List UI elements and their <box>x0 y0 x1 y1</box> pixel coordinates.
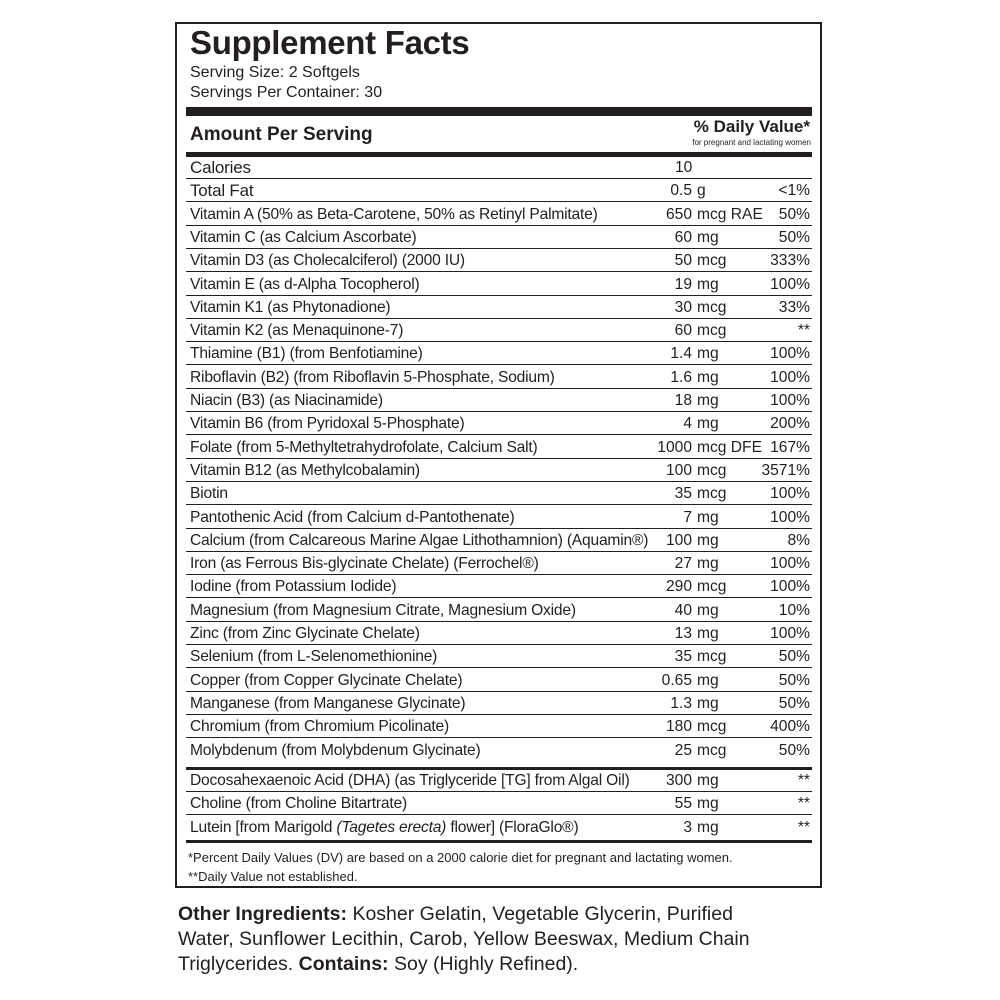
nutrient-amount: 0.5 <box>670 182 692 200</box>
servings-per-container: Servings Per Container: 30 <box>190 84 383 101</box>
nutrient-name: Vitamin K2 (as Menaquinone-7) <box>190 322 404 340</box>
nutrient-name-part: flower] (FloraGlo®) <box>446 818 579 836</box>
nutrient-amount: 10 <box>675 159 693 176</box>
nutrient-name: Iodine (from Potassium Iodide) <box>190 578 397 596</box>
nutrient-unit: mcg <box>697 741 727 759</box>
nutrient-amount: 100 <box>665 531 692 549</box>
nutrient-row <box>186 459 812 482</box>
nutrient-name: Folate (from 5-Methyltetrahydrofolate, Calcium Salt) <box>190 438 538 456</box>
nutrient-unit: mg <box>697 671 719 689</box>
nutrient-name: Niacin (B3) (as Niacinamide) <box>190 392 383 409</box>
nutrient-row <box>186 436 812 459</box>
panel-title: Supplement Facts <box>190 24 470 61</box>
daily-value-note: for pregnant and lactating women <box>692 138 811 147</box>
nutrient-name-part: Lutein [from Marigold <box>190 818 337 836</box>
footnote-dv-not-established: **Daily Value not established. <box>188 869 358 884</box>
contains-label: Contains: <box>298 953 389 975</box>
nutrient-amount: 4 <box>683 415 692 433</box>
nutrient-unit: mg <box>697 345 719 363</box>
nutrient-unit: mcg <box>697 578 727 596</box>
nutrient-unit: mg <box>697 508 719 526</box>
nutrient-amount: 35 <box>674 648 692 666</box>
thick-divider-top <box>186 107 812 116</box>
nutrient-name <box>190 819 578 837</box>
serving-size: Serving Size: 2 Softgels <box>190 64 360 81</box>
nutrient-unit: g <box>697 182 706 200</box>
nutrient-unit: mcg <box>697 298 727 316</box>
nutrient-row <box>186 599 812 622</box>
nutrient-daily-value: 50% <box>778 741 810 759</box>
nutrient-row <box>186 715 812 738</box>
nutrient-name: Vitamin A (50% as Beta-Carotene, 50% as Retinyl Palmitate) <box>190 205 598 223</box>
nutrient-name: Vitamin D3 (as Cholecalciferol) (2000 IU) <box>190 252 465 270</box>
nutrient-unit: mg <box>697 392 719 409</box>
nutrient-unit: mg <box>697 625 719 642</box>
nutrient-daily-value: ** <box>797 322 810 340</box>
nutrient-row <box>186 342 812 365</box>
nutrient-row <box>186 669 812 692</box>
nutrient-name: Manganese (from Manganese Glycinate) <box>190 694 466 712</box>
divider-footnotes <box>186 840 812 843</box>
nutrient-daily-value: 100% <box>770 345 810 363</box>
nutrient-name: Pantothenic Acid (from Calcium d-Pantothenate) <box>190 508 515 526</box>
nutrient-daily-value: 100% <box>770 368 810 386</box>
nutrient-amount: 60 <box>674 322 692 340</box>
nutrient-row <box>186 552 812 575</box>
nutrient-row <box>186 179 812 202</box>
nutrient-name: Docosahexaenoic Acid (DHA) (as Triglyceride [TG] from Algal Oil) <box>190 772 630 789</box>
nutrient-row <box>186 575 812 598</box>
nutrient-row <box>186 769 812 792</box>
nutrient-daily-value: 50% <box>778 694 810 712</box>
nutrient-row <box>186 319 812 342</box>
nutrient-amount: 35 <box>674 485 692 503</box>
nutrient-row <box>186 203 812 226</box>
nutrient-amount: 27 <box>674 555 692 573</box>
nutrient-name: Selenium (from L-Selenomethionine) <box>190 648 438 666</box>
nutrient-name: Vitamin B6 (from Pyridoxal 5-Phosphate) <box>190 415 465 433</box>
nutrient-daily-value: <1% <box>778 182 810 200</box>
nutrient-amount: 290 <box>665 578 692 596</box>
nutrient-amount: 1.4 <box>670 345 692 363</box>
nutrient-amount: 3 <box>683 818 692 836</box>
nutrient-daily-value: 10% <box>778 601 810 619</box>
nutrient-amount: 1.6 <box>670 368 692 386</box>
nutrient-daily-value: 167% <box>770 438 810 456</box>
nutrient-daily-value: 100% <box>770 625 810 642</box>
nutrient-row <box>186 273 812 296</box>
nutrient-daily-value: 200% <box>770 415 810 433</box>
nutrient-row <box>186 366 812 389</box>
nutrient-name: Riboflavin (B2) (from Riboflavin 5-Phosphate, Sodium) <box>190 368 555 386</box>
nutrient-row <box>186 226 812 249</box>
nutrient-unit: mg <box>697 772 719 789</box>
nutrient-daily-value: 100% <box>770 555 810 573</box>
nutrient-row <box>186 389 812 412</box>
nutrient-name: Biotin <box>190 485 228 503</box>
nutrient-daily-value: 100% <box>770 392 810 409</box>
nutrient-amount: 1.3 <box>670 694 692 712</box>
nutrient-name: Iron (as Ferrous Bis-glycinate Chelate) (Ferrochel®) <box>190 555 539 573</box>
nutrient-unit: mg <box>697 818 719 836</box>
nutrient-unit: mg <box>697 228 719 246</box>
nutrient-row <box>186 482 812 505</box>
nutrient-daily-value: 400% <box>770 718 810 736</box>
nutrient-name: Calcium (from Calcareous Marine Algae Lithothamnion) (Aquamin®) <box>190 531 649 549</box>
nutrient-name: Vitamin C (as Calcium Ascorbate) <box>190 228 417 246</box>
nutrient-unit: mg <box>697 415 719 433</box>
nutrient-daily-value: ** <box>797 818 810 836</box>
nutrient-unit: mg <box>697 368 719 386</box>
nutrient-unit: mcg <box>697 648 727 666</box>
nutrient-name: Molybdenum (from Molybdenum Glycinate) <box>190 741 481 759</box>
nutrient-unit: mcg RAE <box>697 205 763 223</box>
other-ingredients <box>178 902 778 977</box>
nutrient-amount: 0.65 <box>661 671 692 689</box>
nutrient-daily-value: 100% <box>770 275 810 293</box>
nutrient-name: Total Fat <box>190 181 254 201</box>
nutrient-row <box>186 529 812 552</box>
nutrient-row <box>186 792 812 815</box>
nutrient-amount: 19 <box>674 275 692 293</box>
nutrient-amount: 300 <box>665 772 692 789</box>
nutrient-unit: mg <box>697 531 719 549</box>
nutrient-amount: 25 <box>674 741 692 759</box>
nutrient-daily-value: 8% <box>787 531 810 549</box>
nutrient-amount: 50 <box>674 252 692 270</box>
nutrient-unit: mg <box>697 694 719 712</box>
nutrient-name: Vitamin E (as d-Alpha Tocopherol) <box>190 275 420 293</box>
footnote-percent-dv: *Percent Daily Values (DV) are based on a 2000 calorie diet for pregnant and lactating women. <box>188 850 733 865</box>
daily-value-header: % Daily Value* <box>693 117 810 136</box>
nutrient-amount: 40 <box>674 601 692 619</box>
nutrient-unit: mcg <box>697 485 727 503</box>
nutrient-daily-value: 50% <box>778 648 810 666</box>
nutrient-row <box>186 622 812 645</box>
nutrient-amount: 1000 <box>657 438 692 456</box>
nutrient-row <box>186 506 812 529</box>
nutrient-unit: mcg DFE <box>697 438 762 456</box>
nutrient-unit: mcg <box>697 718 727 736</box>
nutrient-amount: 18 <box>674 392 692 409</box>
nutrient-row <box>186 739 812 762</box>
nutrient-row <box>186 816 812 839</box>
nutrient-name: Magnesium (from Magnesium Citrate, Magnesium Oxide) <box>190 601 576 619</box>
nutrient-daily-value: 333% <box>770 252 810 270</box>
nutrient-amount: 100 <box>665 461 692 479</box>
nutrient-unit: mcg <box>697 461 727 479</box>
nutrient-amount: 650 <box>665 205 692 223</box>
nutrient-daily-value: 50% <box>778 671 810 689</box>
nutrient-row <box>186 692 812 715</box>
nutrient-amount: 55 <box>674 795 692 813</box>
nutrient-name: Zinc (from Zinc Glycinate Chelate) <box>190 625 420 642</box>
nutrient-daily-value: 100% <box>770 508 810 526</box>
contains-text: Soy (Highly Refined). <box>388 953 579 975</box>
nutrient-daily-value: 33% <box>778 298 810 316</box>
other-ingredients-text: Kosher Gelatin, Vegetable Glycerin, Purified Water, Sunflower Lecithin, Carob, Yellow Beeswax, Medium Chain Triglycerides. <box>178 903 750 975</box>
nutrient-daily-value: 3571% <box>761 461 810 479</box>
nutrient-name: Thiamine (B1) (from Benfotiamine) <box>190 345 423 363</box>
nutrient-daily-value: ** <box>797 772 810 789</box>
nutrient-daily-value: 100% <box>770 485 810 503</box>
nutrient-unit: mcg <box>697 252 727 270</box>
nutrient-row <box>186 296 812 319</box>
nutrient-amount: 60 <box>674 228 692 246</box>
nutrient-name: Chromium (from Chromium Picolinate) <box>190 718 450 736</box>
nutrient-unit: mcg <box>697 322 727 340</box>
amount-per-serving-header: Amount Per Serving <box>190 124 373 145</box>
nutrient-daily-value: 100% <box>770 578 810 596</box>
nutrient-name: Copper (from Copper Glycinate Chelate) <box>190 671 463 689</box>
nutrient-row <box>186 645 812 668</box>
nutrient-name: Vitamin B12 (as Methylcobalamin) <box>190 461 420 479</box>
nutrient-row <box>186 412 812 435</box>
nutrient-name-italic: (Tagetes erecta) <box>336 818 447 836</box>
nutrient-amount: 30 <box>674 298 692 316</box>
nutrient-name: Vitamin K1 (as Phytonadione) <box>190 298 391 316</box>
nutrient-amount: 13 <box>674 625 692 642</box>
nutrient-name: Choline (from Choline Bitartrate) <box>190 795 407 813</box>
nutrient-amount: 180 <box>665 718 692 736</box>
nutrient-unit: mg <box>697 795 719 813</box>
nutrient-amount: 7 <box>683 508 692 526</box>
nutrient-daily-value: ** <box>797 795 810 813</box>
nutrient-row <box>186 249 812 272</box>
nutrient-unit: mg <box>697 601 719 619</box>
nutrient-daily-value: 50% <box>778 205 810 223</box>
nutrient-name: Calories <box>190 158 251 177</box>
other-ingredients-label: Other Ingredients: <box>178 903 348 925</box>
nutrient-row <box>186 156 812 179</box>
nutrient-unit: mg <box>697 275 719 293</box>
nutrient-daily-value: 50% <box>778 228 810 246</box>
divider-non-dv-section <box>186 767 812 770</box>
nutrient-unit: mg <box>697 555 719 573</box>
